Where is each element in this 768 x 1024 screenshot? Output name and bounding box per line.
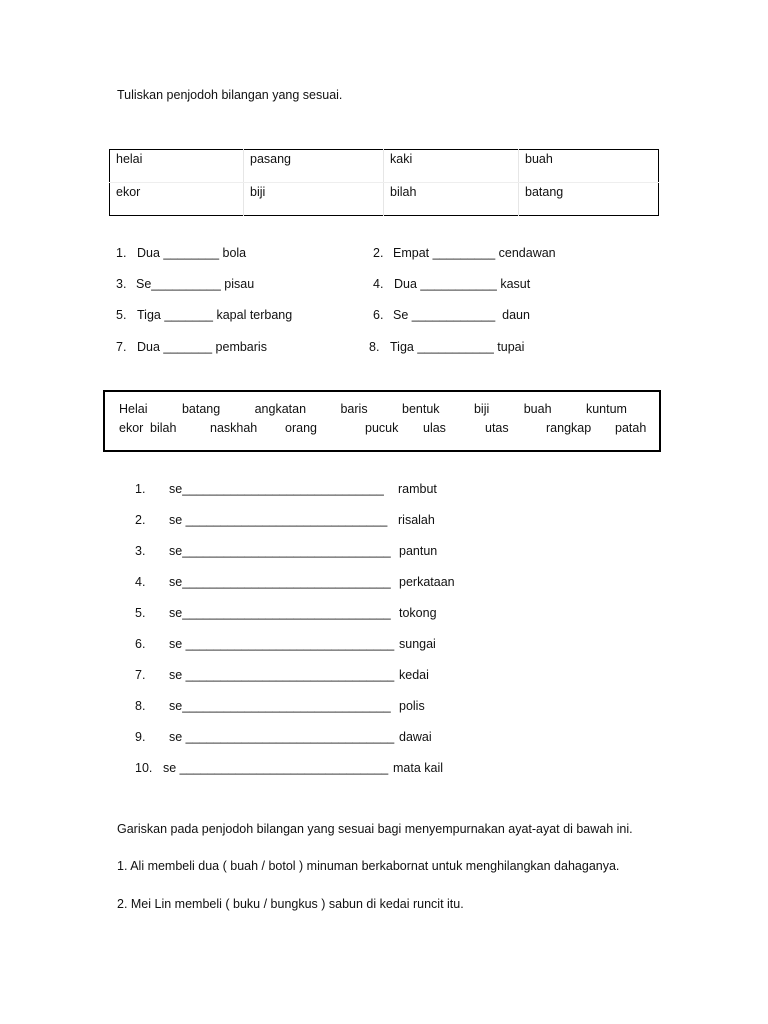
item-word: tokong	[399, 606, 437, 620]
word: kuntum	[585, 402, 627, 416]
word: angkatan	[254, 402, 307, 416]
item-number: 4.	[373, 277, 384, 291]
table-cell: bilah	[384, 183, 519, 216]
table-cell: ekor	[116, 185, 141, 199]
item-number: 5.	[116, 308, 127, 322]
answer-blank: se ______________________________	[169, 730, 395, 744]
word: batang	[181, 402, 221, 416]
item-word: pantun	[399, 544, 438, 558]
exercise-item: Empat _________ cendawan	[393, 246, 556, 260]
answer-blank: se ______________________________	[169, 668, 395, 682]
instruction-underline: Gariskan pada penjodoh bilangan yang sesuai bagi menyempurnakan ayat-ayat di bawah ini.	[117, 822, 633, 836]
item-word: kedai	[399, 668, 429, 682]
instruction-title: Tuliskan penjodoh bilangan yang sesuai.	[117, 88, 343, 102]
exercise-item: Dua _______ pembaris	[137, 340, 267, 354]
item-number: 5.	[135, 606, 146, 620]
answer-blank: se______________________________	[169, 544, 391, 558]
word: pucuk	[365, 421, 399, 435]
table-row	[110, 183, 659, 216]
item-word: rambut	[398, 482, 437, 496]
sentence-item: 2. Mei Lin membeli ( buku / bungkus ) sabun di kedai runcit itu.	[117, 897, 464, 911]
answer-blank: se______________________________	[169, 575, 391, 589]
table-cell: helai	[110, 150, 244, 183]
word: baris	[340, 402, 368, 416]
exercise-item: Tiga _______ kapal terbang	[137, 308, 293, 322]
answer-blank: se ______________________________	[169, 637, 395, 651]
word: biji	[473, 402, 490, 416]
word-bank-table	[109, 149, 659, 216]
item-number: 8.	[369, 340, 380, 354]
item-number: 7.	[135, 668, 146, 682]
table-cell: batang	[519, 183, 659, 216]
item-number: 3.	[116, 277, 127, 291]
answer-blank: se_____________________________	[169, 482, 384, 496]
word: bentuk	[402, 402, 440, 416]
item-number: 3.	[135, 544, 146, 558]
item-number: 10.	[135, 761, 153, 775]
word-bank-row	[119, 402, 627, 416]
word: ekor	[119, 421, 144, 435]
word: ulas	[423, 421, 446, 435]
word: buah	[523, 402, 552, 416]
answer-blank: se______________________________	[169, 699, 391, 713]
item-number: 2.	[135, 513, 146, 527]
item-number: 9.	[135, 730, 146, 744]
word: rangkap	[546, 421, 592, 435]
item-word: dawai	[399, 730, 432, 744]
exercise-item: Se__________ pisau	[136, 277, 255, 291]
answer-blank: se ______________________________	[163, 761, 389, 775]
table-row	[110, 150, 659, 183]
item-number: 6.	[135, 637, 146, 651]
table-cell: biji	[244, 183, 384, 216]
item-word: polis	[399, 699, 425, 713]
exercise-item: Se ____________ daun	[393, 308, 530, 322]
item-number: 7.	[116, 340, 127, 354]
exercise-item: Tiga ___________ tupai	[390, 340, 525, 354]
item-number: 1.	[135, 482, 146, 496]
item-number: 4.	[135, 575, 146, 589]
answer-blank: se _____________________________	[169, 513, 388, 527]
word: bilah	[150, 421, 177, 435]
exercise-item: Dua ___________ kasut	[394, 277, 531, 291]
answer-blank: se______________________________	[169, 606, 391, 620]
item-number: 6.	[373, 308, 384, 322]
word-bank-box	[103, 390, 661, 452]
table-cell: kaki	[384, 150, 519, 183]
word: patah	[615, 421, 647, 435]
word: naskhah	[210, 421, 258, 435]
exercise-item: Dua ________ bola	[137, 246, 247, 260]
item-word: mata kail	[393, 761, 444, 775]
table-cell: buah	[519, 150, 659, 183]
item-number: 2.	[373, 246, 384, 260]
table-cell: pasang	[244, 150, 384, 183]
item-number: 1.	[116, 246, 127, 260]
item-word: perkataan	[399, 575, 455, 589]
word: orang	[285, 421, 317, 435]
word: Helai	[119, 402, 148, 416]
item-number: 8.	[135, 699, 146, 713]
word: utas	[485, 421, 509, 435]
sentence-item: 1. Ali membeli dua ( buah / botol ) minuman berkabornat untuk menghilangkan dahaganya.	[117, 859, 620, 873]
item-word: sungai	[399, 637, 436, 651]
item-word: risalah	[398, 513, 435, 527]
